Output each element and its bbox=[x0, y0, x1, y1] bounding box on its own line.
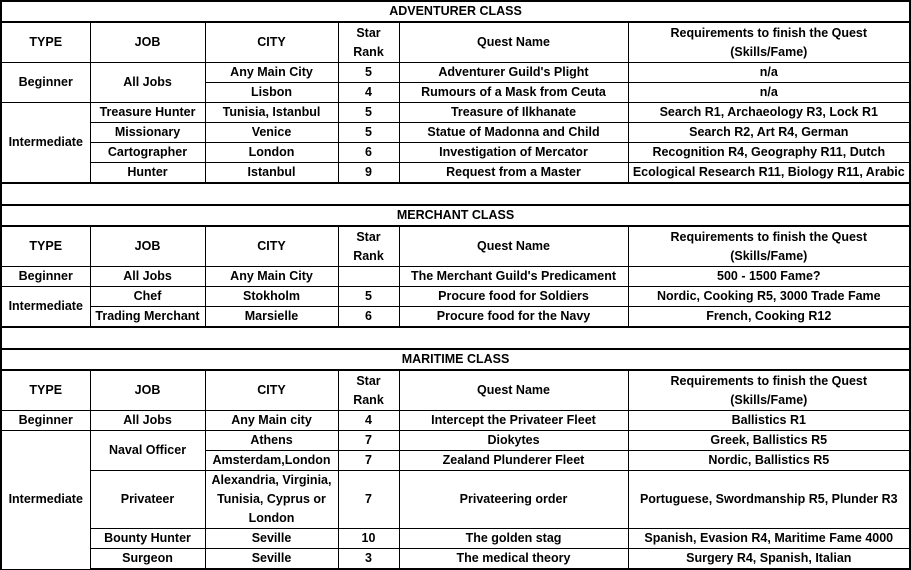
city-cell: Any Main City bbox=[205, 63, 338, 83]
star-rank-cell: 3 bbox=[338, 549, 399, 570]
star-rank-cell: 9 bbox=[338, 163, 399, 184]
type-cell: Beginner bbox=[1, 267, 90, 287]
city-cell: Venice bbox=[205, 123, 338, 143]
star-rank-cell: 5 bbox=[338, 123, 399, 143]
column-header-star-rank: Star Rank bbox=[338, 226, 399, 267]
quest-name-cell: Intercept the Privateer Fleet bbox=[399, 411, 628, 431]
star-rank-cell: 7 bbox=[338, 451, 399, 471]
section-spacer bbox=[1, 327, 910, 349]
table-row bbox=[1, 307, 910, 328]
column-header-type: TYPE bbox=[1, 22, 90, 63]
quest-name-cell: The medical theory bbox=[399, 549, 628, 570]
table-row bbox=[1, 471, 910, 529]
city-cell: Stokholm bbox=[205, 287, 338, 307]
star-rank-cell: 6 bbox=[338, 143, 399, 163]
quest-name-cell: Procure food for the Navy bbox=[399, 307, 628, 328]
column-header-job: JOB bbox=[90, 370, 205, 411]
city-cell: Alexandria, Virginia, Tunisia, Cyprus or London bbox=[205, 471, 338, 529]
column-header-quest-name: Quest Name bbox=[399, 226, 628, 267]
quest-name-cell: Zealand Plunderer Fleet bbox=[399, 451, 628, 471]
job-cell: Cartographer bbox=[90, 143, 205, 163]
section-spacer-row bbox=[1, 183, 910, 205]
column-header-requirements: Requirements to finish the Quest (Skills/Fame) bbox=[628, 22, 910, 63]
type-cell: Intermediate bbox=[1, 431, 90, 570]
table-row bbox=[1, 143, 910, 163]
city-cell: Tunisia, Istanbul bbox=[205, 103, 338, 123]
quest-name-cell: Adventurer Guild's Plight bbox=[399, 63, 628, 83]
job-cell: Surgeon bbox=[90, 549, 205, 570]
header-row bbox=[1, 22, 910, 63]
quest-name-cell: Treasure of Ilkhanate bbox=[399, 103, 628, 123]
column-header-star-rank: Star Rank bbox=[338, 22, 399, 63]
job-cell: Privateer bbox=[90, 471, 205, 529]
requirements-cell: Search R1, Archaeology R3, Lock R1 bbox=[628, 103, 910, 123]
table-row bbox=[1, 63, 910, 83]
quest-name-cell: Privateering order bbox=[399, 471, 628, 529]
column-header-job: JOB bbox=[90, 22, 205, 63]
job-cell: Bounty Hunter bbox=[90, 529, 205, 549]
type-cell: Beginner bbox=[1, 411, 90, 431]
requirements-cell: Greek, Ballistics R5 bbox=[628, 431, 910, 451]
star-rank-cell: 6 bbox=[338, 307, 399, 328]
type-cell: Intermediate bbox=[1, 103, 90, 184]
requirements-cell: Portuguese, Swordmanship R5, Plunder R3 bbox=[628, 471, 910, 529]
city-cell: Any Main City bbox=[205, 267, 338, 287]
column-header-requirements: Requirements to finish the Quest (Skills/Fame) bbox=[628, 226, 910, 267]
requirements-cell: n/a bbox=[628, 83, 910, 103]
star-rank-cell: 5 bbox=[338, 287, 399, 307]
star-rank-cell: 5 bbox=[338, 63, 399, 83]
city-cell: Amsterdam,London bbox=[205, 451, 338, 471]
table-row bbox=[1, 411, 910, 431]
requirements-cell: n/a bbox=[628, 63, 910, 83]
column-header-city: CITY bbox=[205, 22, 338, 63]
section-title: MARITIME CLASS bbox=[1, 349, 910, 370]
star-rank-cell: 4 bbox=[338, 83, 399, 103]
requirements-cell: Ballistics R1 bbox=[628, 411, 910, 431]
job-cell: Chef bbox=[90, 287, 205, 307]
section-title-row bbox=[1, 1, 910, 22]
star-rank-cell bbox=[338, 267, 399, 287]
requirements-cell: 500 - 1500 Fame? bbox=[628, 267, 910, 287]
job-cell: All Jobs bbox=[90, 267, 205, 287]
job-cell: Hunter bbox=[90, 163, 205, 184]
star-rank-cell: 7 bbox=[338, 431, 399, 451]
section-title: MERCHANT CLASS bbox=[1, 205, 910, 226]
star-rank-cell: 5 bbox=[338, 103, 399, 123]
city-cell: Istanbul bbox=[205, 163, 338, 184]
job-cell: Trading Merchant bbox=[90, 307, 205, 328]
section-spacer bbox=[1, 183, 910, 205]
star-rank-cell: 7 bbox=[338, 471, 399, 529]
header-row bbox=[1, 226, 910, 267]
quest-name-cell: The Merchant Guild's Predicament bbox=[399, 267, 628, 287]
column-header-quest-name: Quest Name bbox=[399, 22, 628, 63]
job-cell: Naval Officer bbox=[90, 431, 205, 471]
column-header-city: CITY bbox=[205, 370, 338, 411]
column-header-job: JOB bbox=[90, 226, 205, 267]
type-cell: Intermediate bbox=[1, 287, 90, 328]
table-row bbox=[1, 267, 910, 287]
column-header-star-rank: Star Rank bbox=[338, 370, 399, 411]
quest-name-cell: Statue of Madonna and Child bbox=[399, 123, 628, 143]
table-row bbox=[1, 431, 910, 451]
column-header-type: TYPE bbox=[1, 226, 90, 267]
section-spacer-row bbox=[1, 327, 910, 349]
table-row bbox=[1, 103, 910, 123]
section-title-row bbox=[1, 205, 910, 226]
city-cell: Seville bbox=[205, 529, 338, 549]
quest-name-cell: Investigation of Mercator bbox=[399, 143, 628, 163]
column-header-city: CITY bbox=[205, 226, 338, 267]
column-header-type: TYPE bbox=[1, 370, 90, 411]
star-rank-cell: 4 bbox=[338, 411, 399, 431]
table-row bbox=[1, 123, 910, 143]
type-cell: Beginner bbox=[1, 63, 90, 103]
job-cell: Treasure Hunter bbox=[90, 103, 205, 123]
section-title: ADVENTURER CLASS bbox=[1, 1, 910, 22]
job-cell: All Jobs bbox=[90, 411, 205, 431]
job-cell: Missionary bbox=[90, 123, 205, 143]
table-row bbox=[1, 529, 910, 549]
quest-name-cell: Diokytes bbox=[399, 431, 628, 451]
city-cell: Marsielle bbox=[205, 307, 338, 328]
city-cell: Seville bbox=[205, 549, 338, 570]
quest-name-cell: Procure food for Soldiers bbox=[399, 287, 628, 307]
city-cell: Any Main city bbox=[205, 411, 338, 431]
header-row bbox=[1, 370, 910, 411]
column-header-quest-name: Quest Name bbox=[399, 370, 628, 411]
column-header-requirements: Requirements to finish the Quest (Skills/Fame) bbox=[628, 370, 910, 411]
job-cell: All Jobs bbox=[90, 63, 205, 103]
quest-name-cell: Rumours of a Mask from Ceuta bbox=[399, 83, 628, 103]
quest-name-cell: Request from a Master bbox=[399, 163, 628, 184]
city-cell: Athens bbox=[205, 431, 338, 451]
section-title-row bbox=[1, 349, 910, 370]
requirements-cell: Search R2, Art R4, German bbox=[628, 123, 910, 143]
requirements-cell: Recognition R4, Geography R11, Dutch bbox=[628, 143, 910, 163]
table-row bbox=[1, 549, 910, 570]
requirements-cell: Nordic, Cooking R5, 3000 Trade Fame bbox=[628, 287, 910, 307]
requirements-cell: French, Cooking R12 bbox=[628, 307, 910, 328]
requirements-cell: Ecological Research R11, Biology R11, Arabic bbox=[628, 163, 910, 184]
quest-name-cell: The golden stag bbox=[399, 529, 628, 549]
city-cell: Lisbon bbox=[205, 83, 338, 103]
requirements-cell: Nordic, Ballistics R5 bbox=[628, 451, 910, 471]
table-row bbox=[1, 163, 910, 184]
city-cell: London bbox=[205, 143, 338, 163]
star-rank-cell: 10 bbox=[338, 529, 399, 549]
requirements-cell: Spanish, Evasion R4, Maritime Fame 4000 bbox=[628, 529, 910, 549]
table-row bbox=[1, 287, 910, 307]
requirements-cell: Surgery R4, Spanish, Italian bbox=[628, 549, 910, 570]
